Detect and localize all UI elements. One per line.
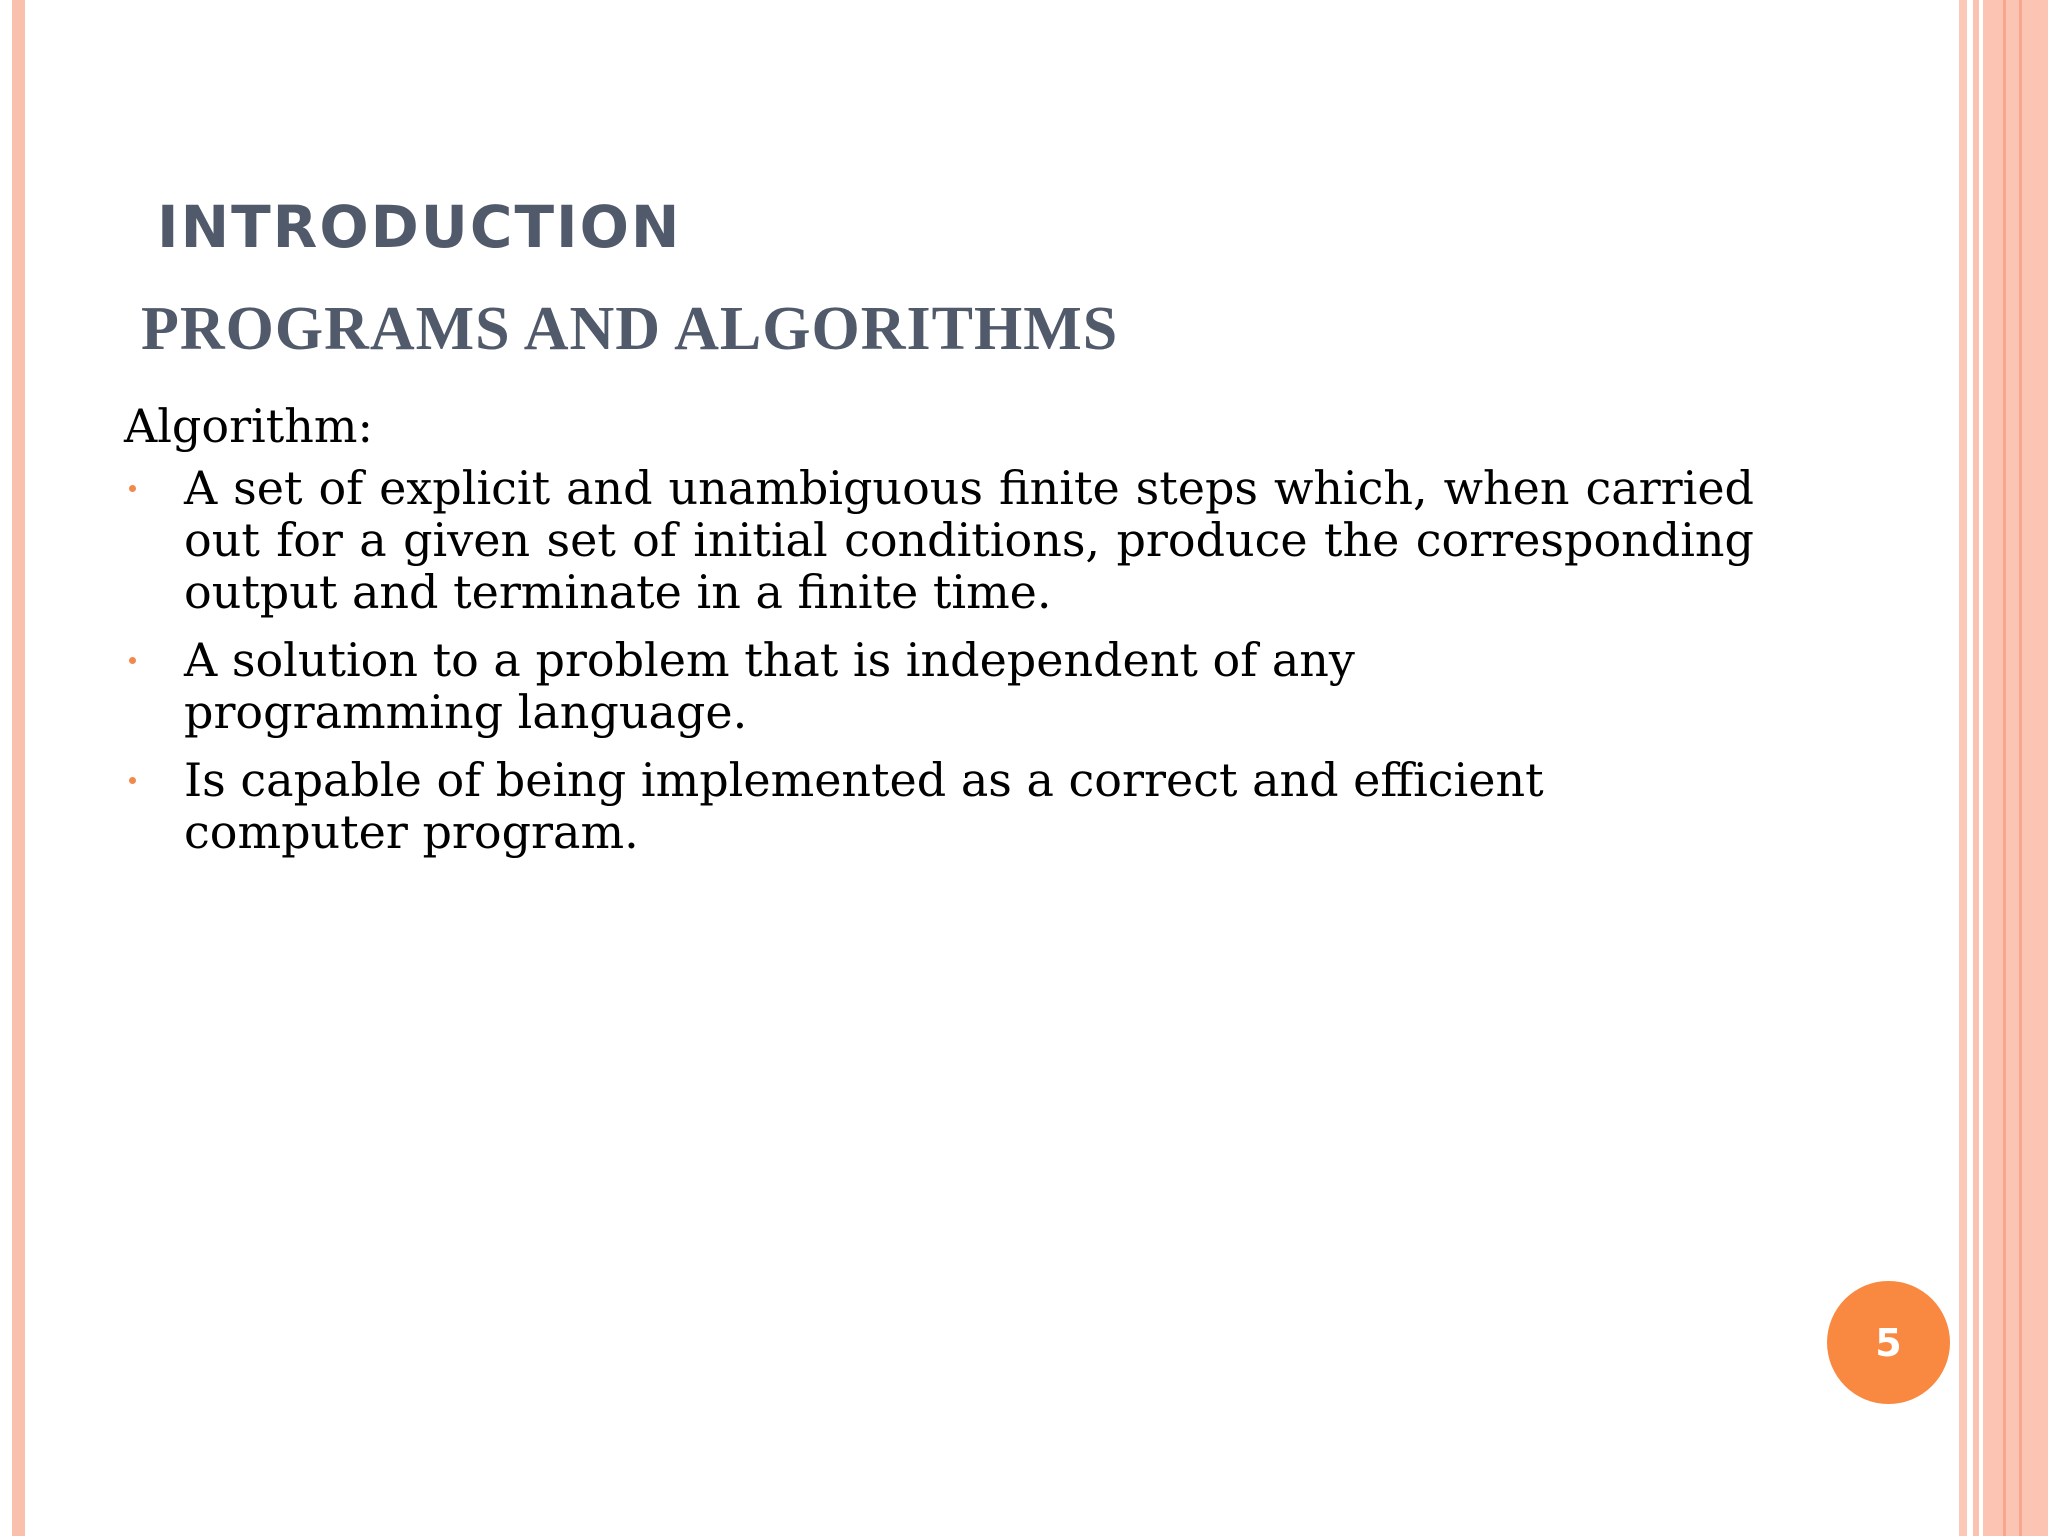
right-band-line — [2003, 0, 2006, 1536]
bullet-dot-icon — [129, 485, 136, 492]
right-decorative-band — [1983, 0, 2048, 1536]
bullet-list — [124, 462, 1754, 858]
bullet-dot-icon — [129, 777, 136, 784]
bullet-dot-icon — [129, 657, 136, 664]
bullet-text: A set of explicit and unambiguous finite steps which, when carried out for a given set of initial conditions, produce the corresponding output and terminate in a finite time. — [184, 461, 1754, 619]
list-item — [124, 754, 1724, 858]
right-band-line — [2019, 0, 2022, 1536]
bullet-text: Is capable of being implemented as a correct and efficient computer program. — [184, 753, 1544, 859]
bullet-text: A solution to a problem that is independent of any programming language. — [184, 633, 1355, 739]
page-number-badge — [1827, 1281, 1950, 1404]
list-item — [124, 462, 1754, 618]
slide-body — [124, 396, 1754, 874]
slide-subtitle: PROGRAMS AND ALGORITHMS — [141, 295, 1119, 363]
left-decorative-band — [12, 0, 25, 1536]
right-decorative-band — [1959, 0, 1967, 1536]
list-item — [124, 634, 1584, 738]
page-number: 5 — [1875, 1320, 1902, 1365]
section-title: INTRODUCTION — [157, 193, 682, 261]
lead-text: Algorithm: — [124, 399, 374, 453]
